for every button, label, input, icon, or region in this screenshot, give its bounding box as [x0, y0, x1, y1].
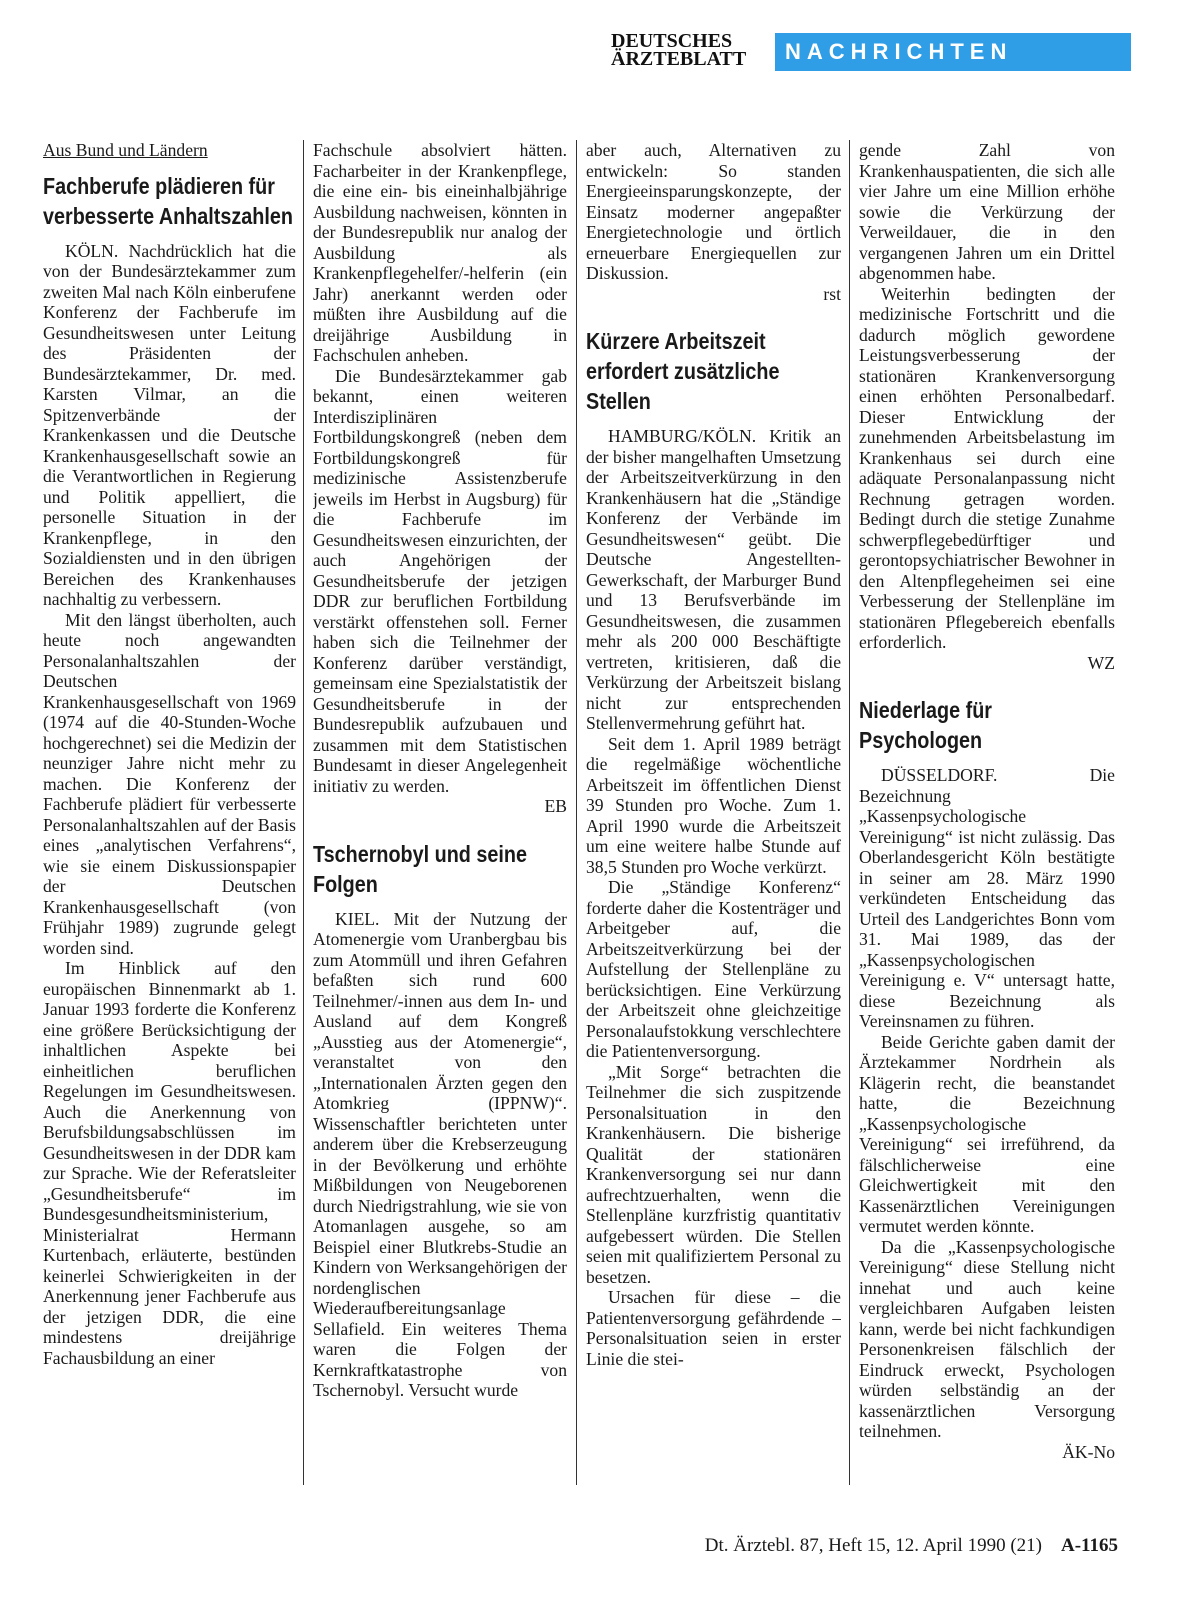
article-3-paragraph: Die „Ständige Konferenz“ forderte daher die Kostenträger und Arbeitgeber auf, die Arbeitszeitverkürzung bei der Aufstellung der Stellenpläne zu berücksichtigen. Eine Verkürzung der Arbeitszeit ohne gleichzeitige Personalaufstokkung verschlechtere die Patientenversorgung.	[586, 877, 841, 1061]
article-1-paragraph: Die Bundesärztekammer gab bekannt, einen weiteren Interdisziplinären Fortbildungskongreß (neben dem Fortbildungskongreß für medizinische Assistenzberufe jeweils im Herbst in Augsburg) für die Fachberufe im Gesundheitswesen einzurichten, der auch Angehörigen der Gesundheitsberufe der jetzigen DDR zur beruflichen Fortbildung verstärkt offenstehen soll. Ferner haben sich die Teilnehmer der Konferenz darüber verständigt, gemeinsam eine Spezialstatistik der Gesundheitsberufe in der Bundesrepublik aufzubauen und zusammen mit dem Statistischen Bundesamt in dieser Angelegenheit initiativ zu werden.	[313, 365, 567, 796]
article-1-paragraph: Mit den längst überholten, auch heute noch angewandten Personalanhaltszahlen der Deutschen Krankenhausgesellschaft von 1969 (1974 auf die 40-Stunden-Woche hochgerechnet) sei die Medizin der neunziger Jahre nicht mehr zu machen. Die Konferenz der Fachberufe plädiert für verbesserte Personalanhaltszahlen auf der Basis eines „analytischen Verfahrens“, wie sie einem Diskussionspapier der Deutschen Krankenhausgesellschaft (von Frühjahr 1989) zugrunde gelegt worden sind.	[43, 609, 296, 958]
article-4-signature: ÄK-No	[1062, 1441, 1115, 1462]
brand-line-2: ÄRZTEBLATT	[611, 48, 747, 70]
article-3-signature: WZ	[1087, 652, 1115, 673]
journal-logo	[611, 32, 771, 68]
article-2-signature: rst	[823, 283, 841, 304]
article-1-signature: EB	[544, 796, 567, 816]
article-1-headline: Fachberufe plädieren für verbesserte Anhaltszahlen	[43, 172, 293, 229]
column-4	[859, 140, 1115, 1530]
article-3-paragraph-continued: gende Zahl von Krankenhauspatienten, die sich alle vier Jahre um eine Million erhöhe sowie die Verkürzung der Verweildauer, die in den vergangenen Jahren um ein Drittel abgenommen habe.	[859, 140, 1115, 283]
article-1-paragraph: KÖLN. Nachdrücklich hat die von der Bundesärztekammer zum zweiten Mal nach Köln einberufene Konferenz der Fachberufe im Gesundheitswesen unter Leitung des Präsidenten der Bundesärztekammer, Dr. med. Karsten Vilmar, an die Spitzenverbände der Krankenkassen und die Deutsche Krankenhausgesellschaft sowie an die Verantwortlichen in Regierung und Politik appelliert, die personelle Situation in der Krankenpflege, in den Sozialdiensten und in den übrigen Bereichen des Krankenhauses nachhaltig zu verbessern.	[43, 240, 296, 609]
article-2-paragraph-continued: aber auch, Alternativen zu entwickeln: So standen Energieeinsparungskonzepte, der Einsatz moderner angepaßter Energietechnologie und örtlich erneuerbare Energiequellen zur Diskussion.	[586, 140, 841, 283]
article-1-paragraph: Im Hinblick auf den europäischen Binnenmarkt ab 1. Januar 1993 forderte die Konferenz eine größere Berücksichtigung der inhaltlichen Aspekte bei einheitlichen beruflichen Regelungen im Gesundheitswesen. Auch die Anerkennung von Berufsbildungsabschlüssen im Gesundheitswesen in der DDR kam zur Sprache. Wie der Referatsleiter „Gesundheitsberufe“ im Bundesgesundheitsministerium, Ministerialrat Hermann Kurtenbach, erläuterte, bestünden keinerlei Schwierigkeiten in der Anerkennung jener Fachberufe aus der jetzigen DDR, die eine mindestens dreijährige Fachausbildung an einer	[43, 958, 296, 1368]
article-3-paragraph: Seit dem 1. April 1989 beträgt die regelmäßige wöchentliche Arbeitszeit im öffentlichen Dienst 39 Stunden pro Woche. Zum 1. April 1990 wurde die Arbeitszeit um eine weitere halbe Stunde auf 38,5 Stunden pro Woche verkürzt.	[586, 733, 841, 877]
column-divider	[576, 140, 577, 1485]
page-footer	[628, 1535, 1118, 1557]
section-banner: NACHRICHTEN	[775, 33, 1131, 71]
article-4-paragraph: Beide Gerichte gaben damit der Ärztekammer Nordrhein als Klägerin recht, die beanstandet hatte, die Bezeichnung „Kassenpsychologische Vereinigung“ sei irreführend, da fälschlicherweise eine Gleichwertigkeit mit den Kassenärztlichen Vereinigungen vermutet werden könnte.	[859, 1031, 1115, 1236]
article-3-paragraph: Ursachen für diese – die Patientenversorgung gefährdende – Personalsituation seien in erster Linie die stei-	[586, 1287, 841, 1369]
citation: Dt. Ärztebl. 87, Heft 15, 12. April 1990 (21)	[704, 1535, 1042, 1556]
article-1-paragraph-continued: Fachschule absolviert hätten. Facharbeiter in der Krankenpflege, die eine ein- bis eineinhalbjährige Ausbildung nachweisen, könnten in der Bundesrepublik nur analog der Ausbildung als Krankenpflegehelfer/-helferin (ein Jahr) anerkannt werden oder müßten ihre Ausbildung auf die dreijährige Ausbildung in Fachschulen anheben.	[313, 140, 567, 365]
article-3-paragraph: HAMBURG/KÖLN. Kritik an der bisher mangelhaften Umsetzung der Arbeitszeitverkürzung in den Krankenhäusern hat die „Ständige Konferenz der Verbände im Gesundheitswesen“ geübt. Die Deutsche Angestellten-Gewerkschaft, der Marburger Bund und 13 Berufsverbände im Gesundheitswesen, die zusammen mehr als 200 000 Beschäftigte vertreten, kritisieren, daß die Verkürzung der Arbeitszeit bislang nicht zur entsprechenden Stellenvermehrung geführt hat.	[586, 426, 841, 733]
section-label: Aus Bund und Ländern	[43, 140, 208, 160]
column-1	[43, 140, 296, 1530]
article-4-headline: Niederlage für Psychologen	[859, 697, 993, 753]
article-4-paragraph: Da die „Kassenpsychologische Vereinigung“ diese Stellung nicht innehat und auch keine vergleichbaren Aufgaben leisten kann, werde bei nicht fachkundigen Personenkreisen fälschlich der Eindruck erweckt, Psychologen würden selbständig an der kassenärztlichen Versorgung teilnehmen.	[859, 1236, 1115, 1441]
article-4-paragraph: DÜSSELDORF. Die Bezeichnung „Kassenpsychologische Vereinigung“ ist nicht zulässig. Das Oberlandesgericht Köln bestätigte in seiner am 28. März 1990 verkündeten Entscheidung das Urteil des Landgerichtes Bonn vom 31. Mai 1989, das der „Kassenpsychologischen Vereinigung e. V“ untersagt hatte, diese Bezeichnung als Vereinsnamen zu führen.	[859, 765, 1115, 1031]
article-3-headline: Kürzere Arbeitszeit erfordert zusätzliche Stellen	[586, 328, 780, 414]
masthead	[611, 32, 1151, 72]
article-2-headline: Tschernobyl und seine Folgen	[313, 840, 527, 897]
brand-line-1: DEUTSCHES	[611, 30, 733, 52]
column-3	[586, 140, 841, 1530]
article-2-paragraph: KIEL. Mit der Nutzung der Atomenergie vom Uranbergbau bis zum Atommüll und ihren Gefahren befaßten sich rund 600 Teilnehmer/-innen aus dem In- und Ausland auf dem Kongreß „Ausstieg aus der Atomenergie“, veranstaltet von den „Internationalen Ärzten gegen den Atomkrieg (IPPNW)“. Wissenschaftler berichteten unter anderem über die Krebserzeugung in der Bevölkerung und erhöhte Mißbildungen von Neugeborenen durch Niedrigstrahlung, wie sie von Atomanlagen ausgehe, so am Beispiel einer Blutkrebs-Studie an Kindern von Werksangehörigen der nordenglischen Wiederaufbereitungsanlage Sellafield. Ein weiteres Thema waren die Folgen der Kernkraftkatastrophe von Tschernobyl. Versucht wurde	[313, 908, 567, 1400]
column-divider	[303, 140, 304, 1485]
column-2	[313, 140, 567, 1530]
page-number: A-1165	[1061, 1535, 1118, 1556]
article-3-paragraph: „Mit Sorge“ betrachten die Teilnehmer die sich zuspitzende Personalsituation in den Krankenhäusern. Die bisherige Qualität der stationären Krankenversorgung sei nur dann aufrechtzuerhalten, wenn die Stellenpläne kurzfristig quantitativ aufgebessert würden. Die Stellen seien mit qualifiziertem Personal zu besetzen.	[586, 1061, 841, 1287]
article-3-paragraph: Weiterhin bedingten der medizinische Fortschritt und die dadurch möglich gewordene Leistungsverbesserung der stationären Krankenversorgung einen erhöhten Personalbedarf. Dieser Entwicklung der zunehmenden Arbeitsbelastung im Krankenhaus sei durch eine adäquate Personalanpassung nicht Rechnung getragen worden. Bedingt durch die stetige Zunahme schwerpflegebedürftiger und gerontopsychiatrischer Bewohner in den Altenpflegeheimen sei eine Verbesserung der Stellenpläne im stationären Pflegebereich ebenfalls erforderlich.	[859, 283, 1115, 652]
column-divider	[849, 140, 850, 1485]
